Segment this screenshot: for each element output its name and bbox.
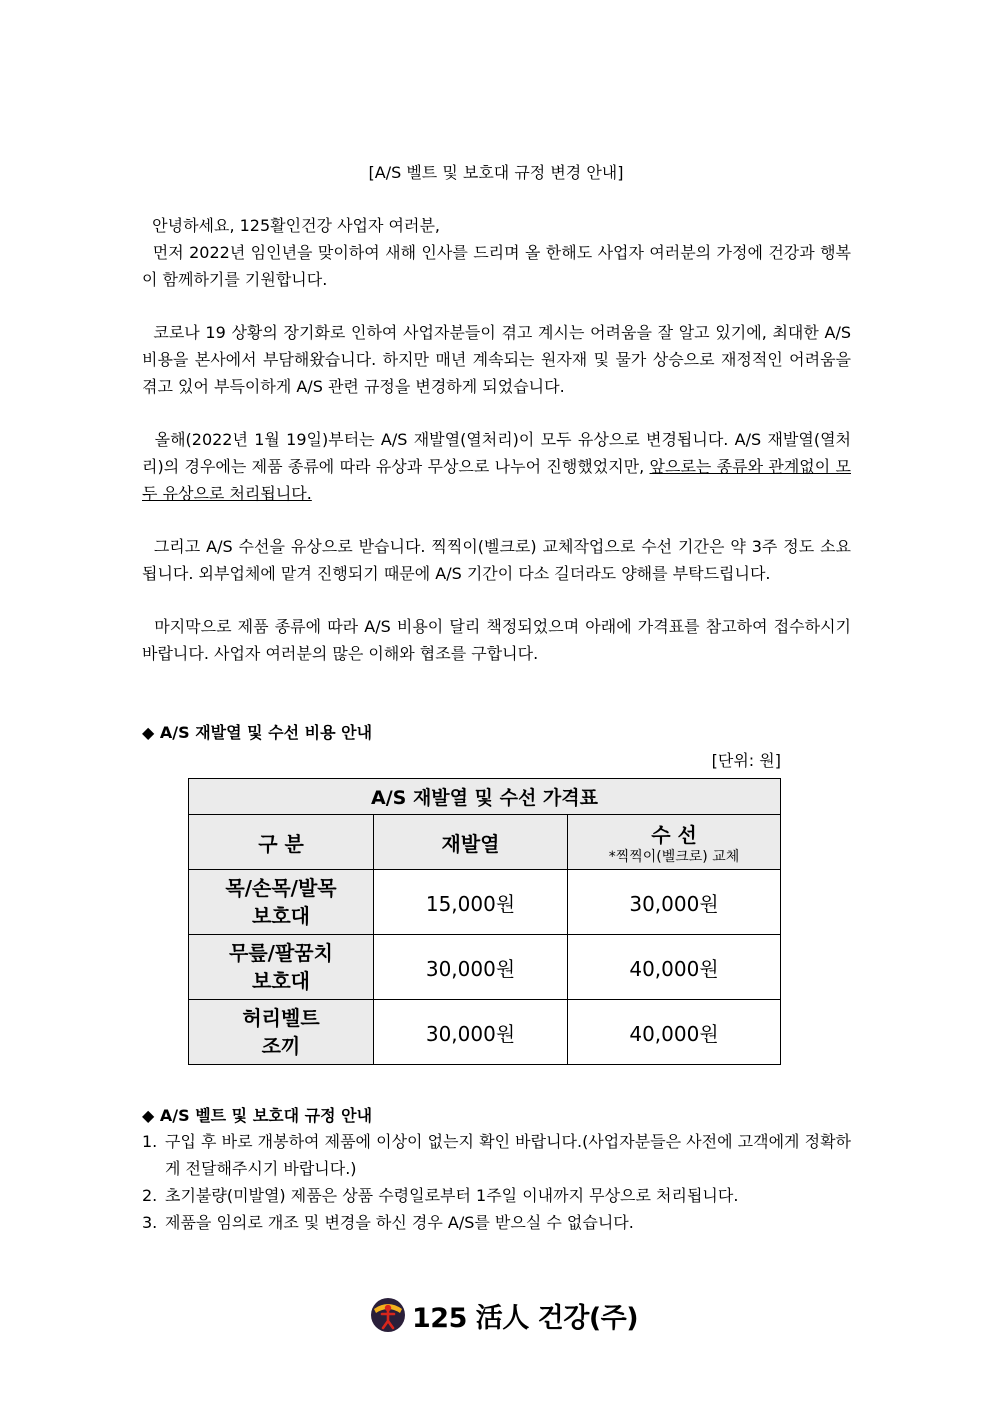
list-item — [142, 1209, 851, 1236]
row-category — [189, 935, 374, 1000]
header-repair-note: *찍찍이(벨크로) 교체 — [608, 848, 740, 865]
row-reheat-price: 30,000원 — [374, 1000, 568, 1065]
logo-text: 125 活人 건강(주) — [412, 1302, 639, 1334]
row-category — [189, 870, 374, 935]
paragraph-reheat-text: 올해(2022년 1월 19일)부터는 A/S 재발열(열처리)이 모두 유상으로 변경됩니다. A/S 재발열(열처리)의 경우에는 제품 종류에 따라 유상과 무상으로 나누어 진행했었지만, — [142, 430, 852, 476]
row-category-line2: 보호대 — [252, 969, 310, 993]
paragraph-covid-text: 코로나 19 상황의 장기화로 인하여 사업자분들이 겪고 계시는 어려움을 잘 알고 있기에, 최대한 A/S 비용을 본사에서 부담해왔습니다. 하지만 매년 계속되는 원자재 및 물가 상승으로 재정적인 어려움을 겪고 있어 부득이하게 A/S 관련 규정을 변경하게 되었습니다. — [142, 323, 851, 396]
rules-list — [142, 1128, 851, 1236]
row-repair-price: 40,000원 — [568, 935, 781, 1000]
rule-text: 제품을 임의로 개조 및 변경을 하신 경우 A/S를 받으실 수 없습니다. — [165, 1213, 634, 1232]
rule-text: 초기불량(미발열) 제품은 상품 수령일로부터 1주일 이내까지 무상으로 처리됩니다. — [165, 1186, 739, 1205]
greeting — [142, 212, 851, 239]
row-reheat-price: 15,000원 — [374, 870, 568, 935]
paragraph-covid — [142, 319, 851, 400]
header-repair — [568, 815, 781, 870]
paragraph-closing-text: 마지막으로 제품 종류에 따라 A/S 비용이 달리 책정되었으며 아래에 가격표를 참고하여 접수하시기 바랍니다. 사업자 여러분의 많은 이해와 협조를 구합니다. — [142, 617, 851, 663]
section-cost-title: ◆ A/S 재발열 및 수선 비용 안내 — [142, 723, 373, 742]
rule-number: 3. — [142, 1213, 158, 1232]
row-category — [189, 1000, 374, 1065]
unit-label: [단위: 원] — [711, 751, 781, 770]
header-repair-label: 수 선 — [651, 822, 697, 847]
row-category-line1: 무릎/팔꿈치 — [229, 941, 333, 965]
list-item — [142, 1128, 851, 1182]
greeting-text: 안녕하세요, 125활인건강 사업자 여러분, — [152, 216, 440, 235]
row-category-line2: 보호대 — [252, 904, 310, 928]
paragraph-new-year — [142, 239, 851, 293]
row-repair-price: 30,000원 — [568, 870, 781, 935]
price-table-caption: A/S 재발열 및 수선 가격표 — [189, 779, 781, 815]
rule-number: 1. — [142, 1132, 158, 1151]
table-row — [189, 870, 781, 935]
row-reheat-price: 30,000원 — [374, 935, 568, 1000]
paragraph-new-year-text: 먼저 2022년 임인년을 맞이하여 새해 인사를 드리며 올 한해도 사업자 여러분의 가정에 건강과 행복이 함께하기를 기원합니다. — [142, 243, 851, 289]
row-category-line1: 허리벨트 — [242, 1006, 320, 1030]
row-repair-price: 40,000원 — [568, 1000, 781, 1065]
person-emblem-icon — [370, 1297, 406, 1333]
header-reheat: 재발열 — [374, 815, 568, 870]
rule-number: 2. — [142, 1186, 158, 1205]
document-title: [A/S 벨트 및 보호대 규정 변경 안내] — [368, 163, 624, 182]
paragraph-reheat-underlined: 앞으로는 종류와 관계없이 모두 유상으로 처리됩니다. — [142, 457, 851, 503]
price-table-caption-row — [189, 779, 781, 815]
section-rules-title: ◆ A/S 벨트 및 보호대 규정 안내 — [142, 1106, 373, 1125]
paragraph-repair-text: 그리고 A/S 수선을 유상으로 받습니다. 찍찍이(벨크로) 교체작업으로 수선 기간은 약 3주 정도 소요됩니다. 외부업체에 맡겨 진행되기 때문에 A/S 기간이 다소 길더라도 양해를 부탁드립니다. — [142, 537, 851, 583]
paragraph-closing — [142, 613, 851, 667]
row-category-line1: 목/손목/발목 — [225, 876, 337, 900]
table-row — [189, 1000, 781, 1065]
price-table-header-row — [189, 815, 781, 870]
paragraph-repair — [142, 533, 851, 587]
rule-text: 구입 후 바로 개봉하여 제품에 이상이 없는지 확인 바랍니다.(사업자분들은 사전에 고객에게 정확하게 전달해주시기 바랍니다.) — [165, 1132, 851, 1178]
price-table — [188, 778, 781, 1065]
paragraph-reheat-policy — [142, 426, 851, 507]
table-row — [189, 935, 781, 1000]
row-category-line2: 조끼 — [261, 1034, 301, 1058]
list-item — [142, 1182, 851, 1209]
company-logo — [370, 1295, 638, 1335]
header-category: 구 분 — [189, 815, 374, 870]
